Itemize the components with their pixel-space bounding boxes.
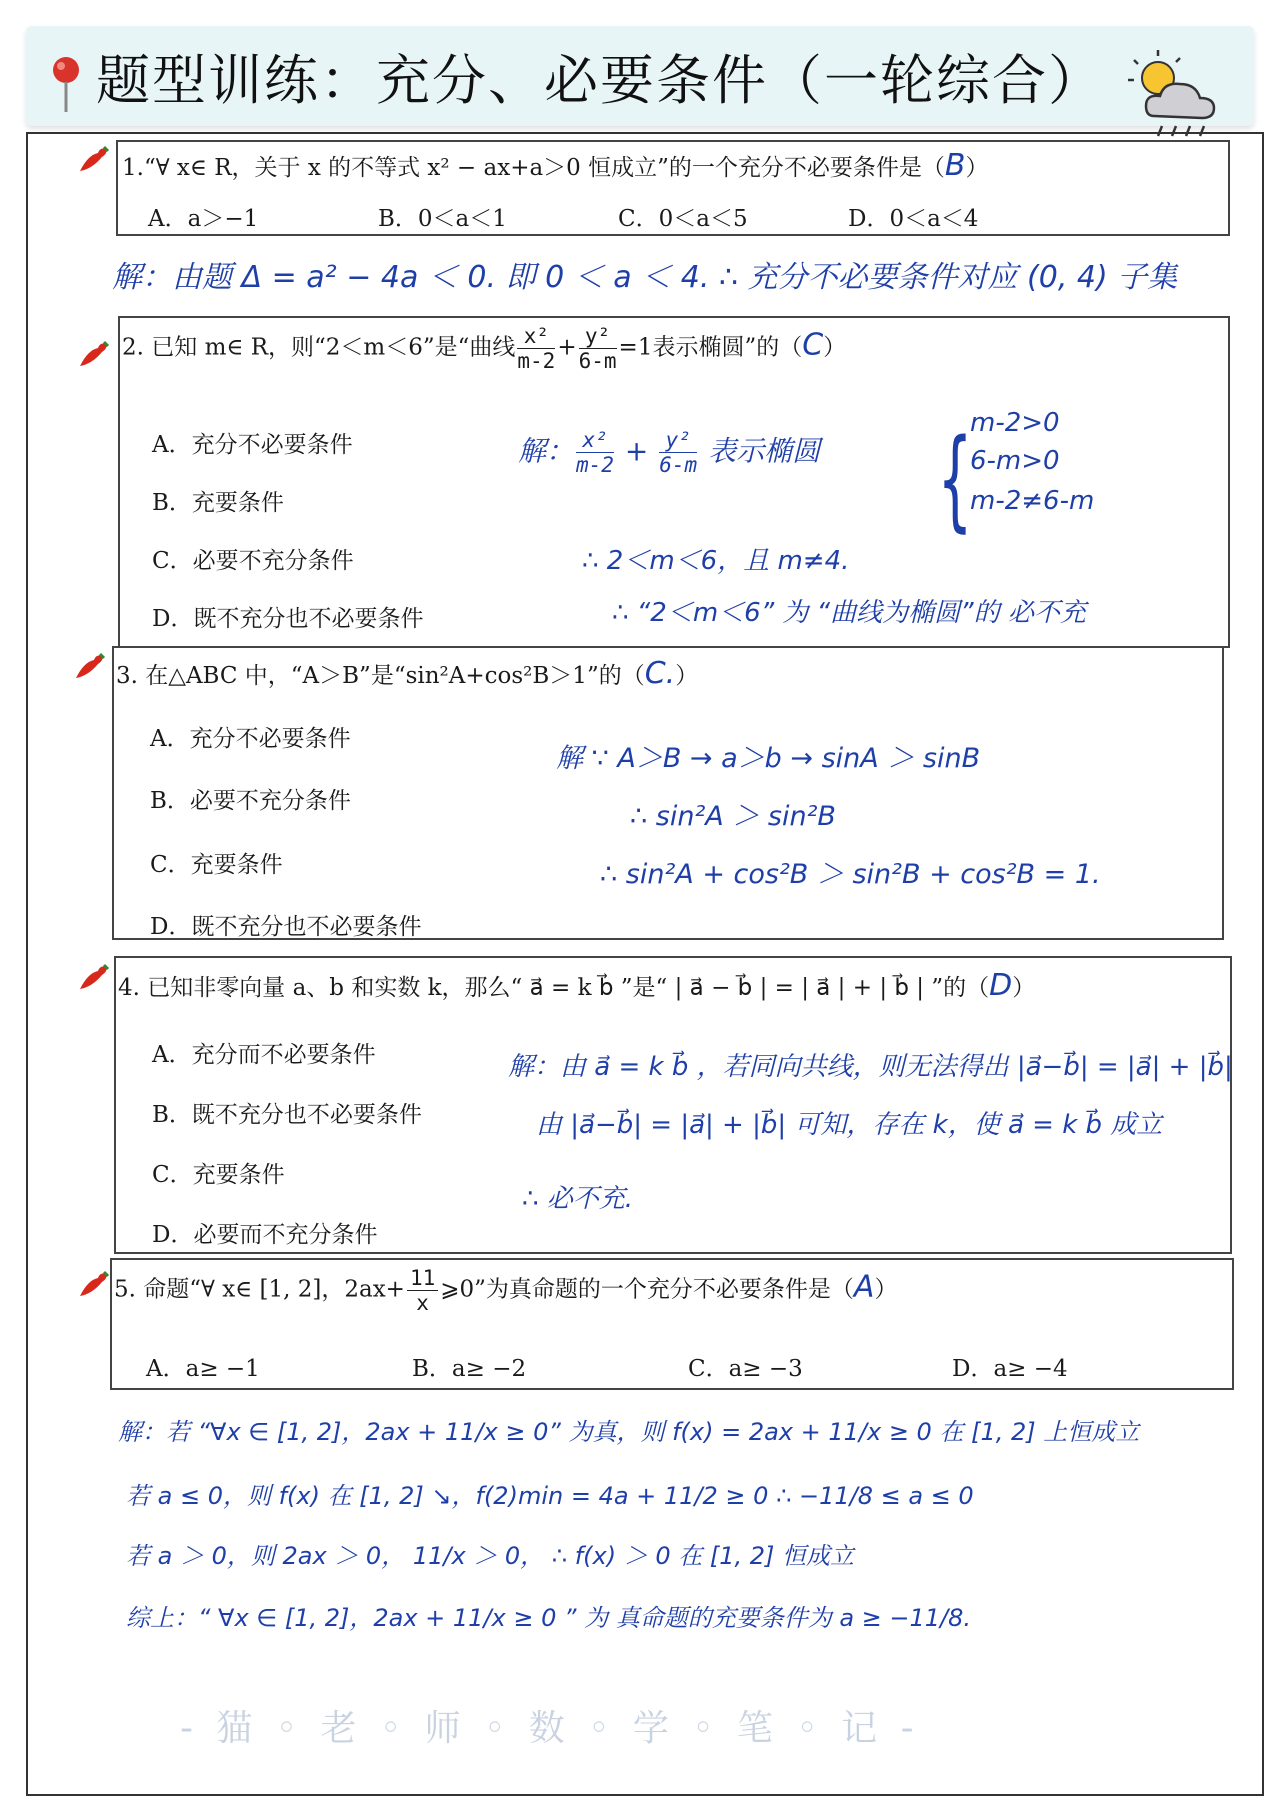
question-2-option-b: B．充要条件 xyxy=(152,490,284,516)
pin-icon xyxy=(46,54,86,114)
question-3-answer: C. xyxy=(644,656,676,691)
question-5-solution-line3: 若 a ＞ 0，则 2ax ＞ 0， 11/x ＞ 0， ∴ f(x) ＞ 0 在 [1, 2] 恒成立 xyxy=(126,1542,855,1570)
sun-cloud-rain-icon xyxy=(1116,46,1236,146)
question-4-stem: 4. 已知非零向量 a、b 和实数 k，那么“ a⃗ = k b⃗ ”是“ | a⃗ − b⃗ | = | a⃗ | + | b⃗ | ”的（D） xyxy=(118,968,1036,1003)
question-3-option-b: B．必要不充分条件 xyxy=(150,788,351,814)
brace: { xyxy=(937,415,973,543)
chili-icon xyxy=(72,652,106,682)
question-2-solution-line1: 解： $\frac{\text{x²}}{m-2}$ + $\frac{\text{y²}}{6-m}$ 表示椭圆 xyxy=(518,428,821,477)
question-1-option-a: A．a＞−1 xyxy=(148,206,259,232)
watermark: - 猫 ◦ 老 ◦ 师 ◦ 数 ◦ 学 ◦ 笔 ◦ 记 - xyxy=(180,1708,920,1749)
question-1-box xyxy=(116,140,1230,236)
question-2-solution-line3: ∴ “2＜m＜6” 为 “曲线为椭圆”的 必不充 xyxy=(612,598,1086,628)
question-2-option-a: A．充分不必要条件 xyxy=(152,432,353,458)
question-2-condition-1: m-2>0 xyxy=(970,408,1060,438)
question-4-solution-line1: 解：由 a⃗ = k b⃗ ，若同向共线，则无法得出 |a⃗−b⃗| = |a⃗| + |b⃗| xyxy=(508,1052,1233,1082)
question-3-solution-line2: ∴ sin²A ＞ sin²B xyxy=(630,801,836,832)
question-5-solution-line1: 解：若 “∀x ∈ [1, 2]，2ax + 11/x ≥ 0” 为真，则 f(x) = 2ax + 11/x ≥ 0 在 [1, 2] 上恒成立 xyxy=(118,1418,1140,1446)
question-5-option-d: D．a≥ −4 xyxy=(952,1356,1068,1382)
question-1-solution: 解：由题 Δ = a² − 4a ＜ 0. 即 0 ＜ a ＜ 4. ∴ 充分不必要条件对应 (0, 4) 子集 xyxy=(112,260,1178,295)
question-3-option-a: A．充分不必要条件 xyxy=(150,726,351,752)
question-5-stem: 5. 命题“∀ x∈ [1, 2]，2ax+ $\frac{11}{x}$ ⩾0”为真命题的一个充分不必要条件是（A） xyxy=(114,1266,898,1315)
page-title: 题型训练：充分、必要条件（一轮综合） xyxy=(96,49,1104,112)
question-1-stem: 1.“∀ x∈ R，关于 x 的不等式 x² − ax+a＞0 恒成立”的一个充分不必要条件是（B） xyxy=(122,148,989,183)
chili-icon xyxy=(76,963,110,993)
question-3-option-c: C．充要条件 xyxy=(150,852,283,878)
header-banner xyxy=(26,26,1254,126)
question-2-option-c: C．必要不充分条件 xyxy=(152,548,354,574)
fraction-y: $\frac{\text{y²}}{6-m}$ xyxy=(578,324,617,373)
question-5-answer: A xyxy=(853,1269,875,1305)
question-4-option-a: A．充分而不必要条件 xyxy=(152,1042,376,1068)
question-3-option-d: D．既不充分也不必要条件 xyxy=(150,914,422,940)
question-2-condition-3: m-2≠6-m xyxy=(970,486,1095,516)
question-3-stem: 3. 在△ABC 中，“A＞B”是“sin²A+cos²B＞1”的（C.） xyxy=(116,656,699,691)
question-4-solution-line2: 由 |a⃗−b⃗| = |a⃗| + |b⃗| 可知，存在 k，使 a⃗ = k b⃗ 成立 xyxy=(536,1110,1163,1140)
question-5-box xyxy=(110,1258,1234,1390)
question-2-solution-line2: ∴ 2＜m＜6，且 m≠4. xyxy=(582,546,850,576)
question-1-option-c: C．0＜a＜5 xyxy=(618,206,748,232)
question-5-option-a: A．a≥ −1 xyxy=(146,1356,260,1382)
chili-icon xyxy=(76,145,110,175)
question-1-option-b: B．0＜a＜1 xyxy=(378,206,507,232)
question-2-option-d: D．既不充分也不必要条件 xyxy=(152,606,424,632)
question-2-answer: C xyxy=(802,327,824,363)
question-4-solution-line3: ∴ 必不充. xyxy=(522,1184,634,1214)
fraction-x: $\frac{\text{x²}}{m-2}$ xyxy=(517,324,556,373)
question-4-option-b: B．既不充分也不必要条件 xyxy=(152,1102,422,1128)
question-5-solution-line4: 综上：“ ∀x ∈ [1, 2]，2ax + 11/x ≥ 0 ” 为 真命题的充要条件为 a ≥ −11/8. xyxy=(126,1604,972,1632)
question-2-condition-2: 6-m>0 xyxy=(970,446,1060,476)
question-4-option-c: C．充要条件 xyxy=(152,1162,285,1188)
question-3-solution-line1: 解 ∵ A＞B → a＞b → sinA ＞ sinB xyxy=(556,743,981,774)
question-5-solution-line2: 若 a ≤ 0，则 f(x) 在 [1, 2] ↘，f(2)min = 4a + 11/2 ≥ 0 ∴ −11/8 ≤ a ≤ 0 xyxy=(126,1482,974,1510)
question-5-option-b: B．a≥ −2 xyxy=(412,1356,527,1382)
chili-icon xyxy=(76,1270,110,1300)
question-1-option-d: D．0＜a＜4 xyxy=(848,206,979,232)
question-3-box xyxy=(112,646,1224,940)
question-1-answer: B xyxy=(944,148,966,183)
question-5-option-c: C．a≥ −3 xyxy=(688,1356,803,1382)
question-4-option-d: D．必要而不充分条件 xyxy=(152,1222,378,1248)
question-4-answer: D xyxy=(989,968,1013,1003)
question-3-solution-line3: ∴ sin²A + cos²B ＞ sin²B + cos²B = 1. xyxy=(600,859,1101,890)
question-2-stem: 2. 已知 m∈ R，则“2＜m＜6”是“曲线 $\frac{\text{x²}}{m-2}$ + $\frac{\text{y²}}{6-m}$ =1表示椭圆”的（C） xyxy=(122,324,847,373)
fraction-11-over-x: $\frac{11}{x}$ xyxy=(407,1266,438,1315)
chili-icon xyxy=(76,340,110,370)
